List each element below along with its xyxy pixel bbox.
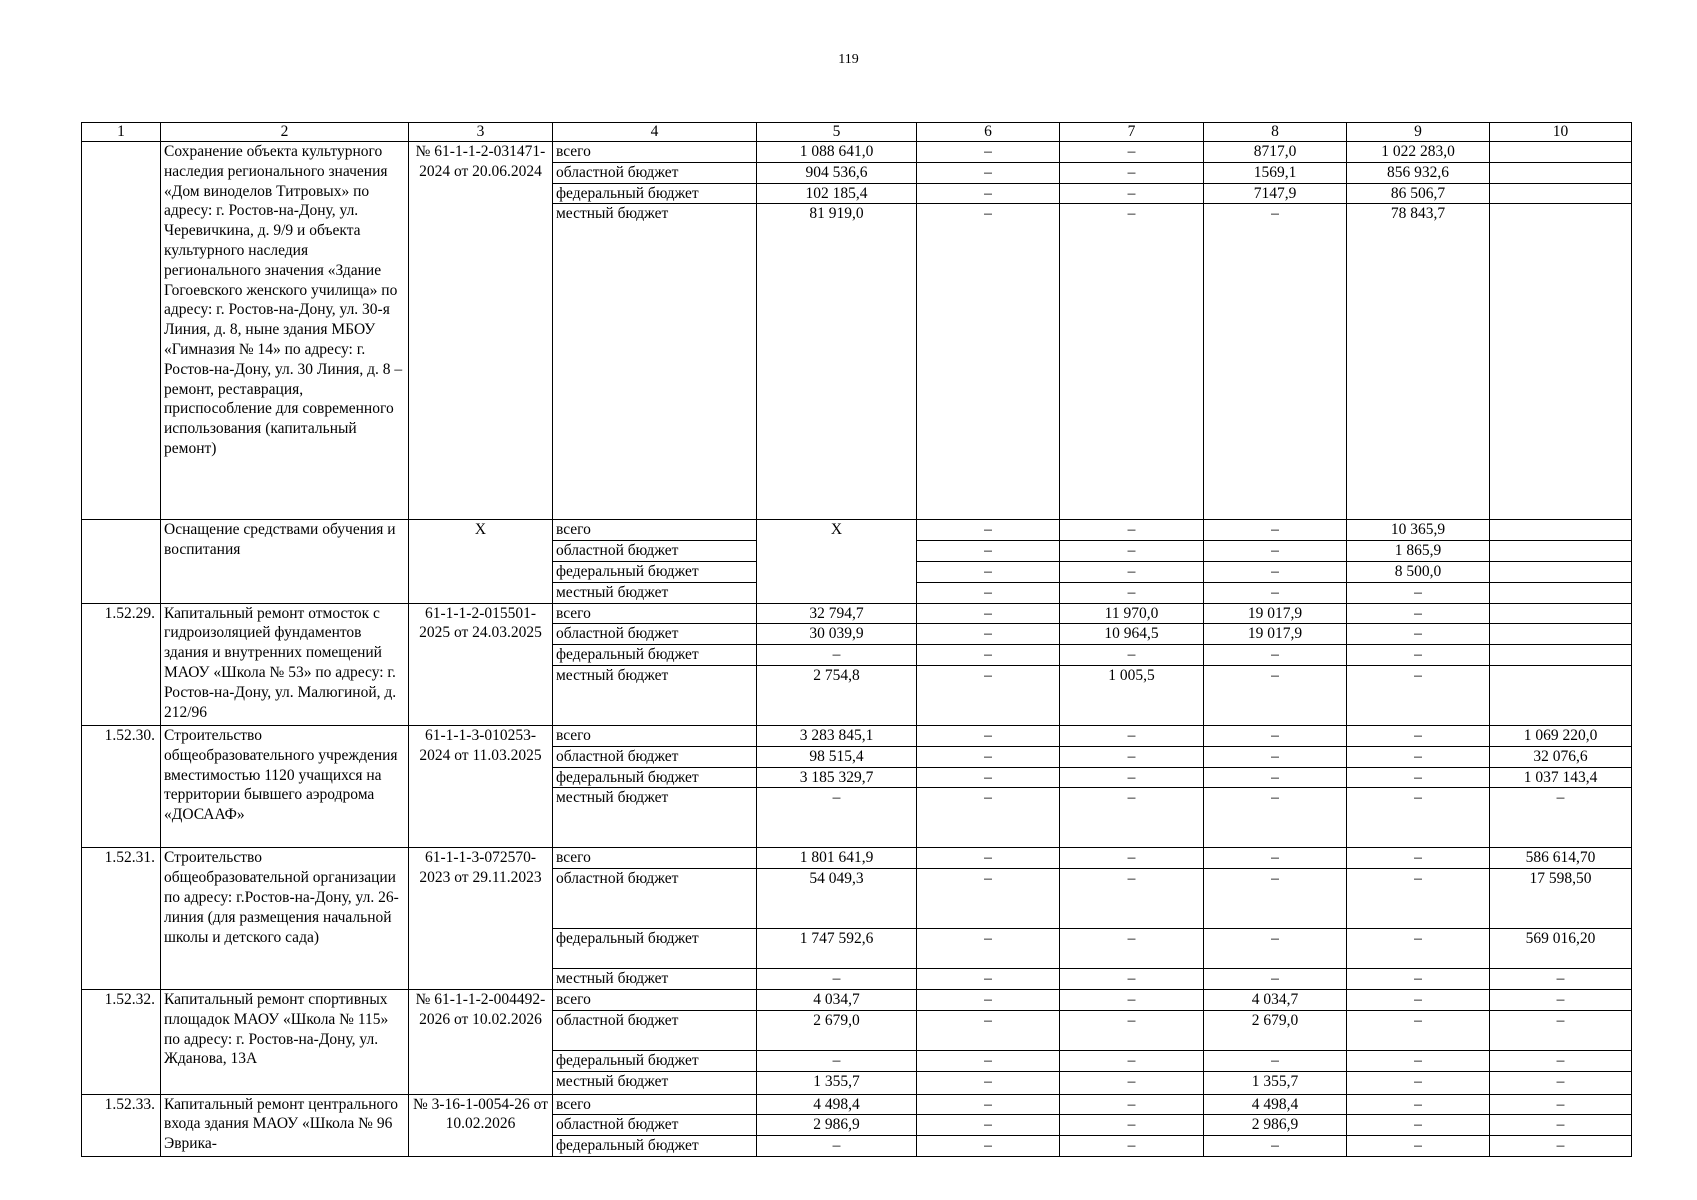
object-name: Оснащение средствами обучения и воспитания (161, 520, 409, 603)
value-cell: – (1060, 788, 1204, 848)
value-cell: 78 843,7 (1347, 204, 1490, 520)
value-cell: 17 598,50 (1490, 869, 1632, 929)
value-cell: 2 986,9 (1204, 1115, 1347, 1136)
value-cell: – (1204, 746, 1347, 767)
value-cell: – (1060, 645, 1204, 666)
value-cell: – (1490, 1115, 1632, 1136)
value-cell: – (1204, 929, 1347, 969)
header-cell: 6 (917, 123, 1060, 142)
value-cell (1490, 142, 1632, 163)
value-cell: 856 932,6 (1347, 162, 1490, 183)
value-cell: – (1060, 142, 1204, 163)
table-row (82, 1094, 1632, 1115)
value-cell: – (917, 1136, 1060, 1157)
value-cell: – (1204, 725, 1347, 746)
value-cell: – (1347, 1010, 1490, 1050)
value-cell: 7147,9 (1204, 183, 1347, 204)
value-cell: – (1204, 848, 1347, 869)
funding-type: федеральный бюджет (553, 929, 757, 969)
value-cell: – (1490, 1094, 1632, 1115)
value-cell: – (1490, 1010, 1632, 1050)
value-cell: – (1347, 603, 1490, 624)
value-cell: 102 185,4 (757, 183, 917, 204)
funding-type: областной бюджет (553, 1115, 757, 1136)
value-cell: – (1060, 929, 1204, 969)
value-cell: – (1060, 848, 1204, 869)
value-cell: 32 794,7 (757, 603, 917, 624)
value-cell (1490, 183, 1632, 204)
value-cell: – (1060, 1115, 1204, 1136)
value-cell: 1 088 641,0 (757, 142, 917, 163)
value-cell: – (1060, 1094, 1204, 1115)
value-cell: – (1060, 541, 1204, 562)
value-cell: – (917, 541, 1060, 562)
value-cell: – (1204, 520, 1347, 541)
value-cell: – (917, 1094, 1060, 1115)
header-cell: 5 (757, 123, 917, 142)
value-cell: 98 515,4 (757, 746, 917, 767)
funding-type: всего (553, 725, 757, 746)
value-cell: – (1347, 1115, 1490, 1136)
value-cell: – (1347, 989, 1490, 1010)
value-cell: – (1204, 869, 1347, 929)
value-cell: 904 536,6 (757, 162, 917, 183)
value-cell: – (1347, 788, 1490, 848)
value-cell: – (1060, 746, 1204, 767)
row-number (82, 520, 161, 603)
value-cell: – (1060, 582, 1204, 603)
value-cell: – (917, 603, 1060, 624)
value-cell: – (917, 969, 1060, 990)
row-number: 1.52.33. (82, 1094, 161, 1156)
header-row (82, 123, 1632, 142)
funding-type: всего (553, 603, 757, 624)
value-cell (1490, 520, 1632, 541)
row-number: 1.52.31. (82, 848, 161, 990)
value-cell: – (757, 645, 917, 666)
object-name: Строительство общеобразовательной организации по адресу: г.Ростов-на-Дону, ул. 26-линия (для размещения начальной школы и детского сада) (161, 848, 409, 990)
value-cell: – (757, 1050, 917, 1071)
funding-type: областной бюджет (553, 162, 757, 183)
value-cell: – (1204, 561, 1347, 582)
value-cell: – (917, 645, 1060, 666)
row-number: 1.52.29. (82, 603, 161, 725)
value-cell: – (1347, 725, 1490, 746)
value-cell: – (917, 1115, 1060, 1136)
funding-type: областной бюджет (553, 541, 757, 562)
value-cell: – (917, 665, 1060, 725)
value-cell: – (1204, 788, 1347, 848)
value-cell: – (1347, 869, 1490, 929)
document-number: Х (409, 520, 553, 603)
value-cell: – (1060, 204, 1204, 520)
row-number: 1.52.32. (82, 989, 161, 1094)
value-cell: – (917, 520, 1060, 541)
value-cell: – (1060, 969, 1204, 990)
value-cell: – (1347, 767, 1490, 788)
value-cell: – (917, 624, 1060, 645)
value-cell: 2 754,8 (757, 665, 917, 725)
header-cell: 10 (1490, 123, 1632, 142)
value-cell: – (1060, 725, 1204, 746)
value-cell: – (917, 929, 1060, 969)
value-cell: – (917, 1071, 1060, 1094)
value-cell: – (1204, 204, 1347, 520)
value-cell (1490, 645, 1632, 666)
value-cell: 1 747 592,6 (757, 929, 917, 969)
funding-type: всего (553, 848, 757, 869)
value-cell: 3 283 845,1 (757, 725, 917, 746)
funding-type: федеральный бюджет (553, 767, 757, 788)
value-cell: 586 614,70 (1490, 848, 1632, 869)
value-cell: – (1204, 541, 1347, 562)
value-cell: 2 679,0 (1204, 1010, 1347, 1050)
value-cell: – (1347, 1071, 1490, 1094)
funding-type: федеральный бюджет (553, 561, 757, 582)
value-cell: – (1060, 162, 1204, 183)
value-cell: 1 355,7 (1204, 1071, 1347, 1094)
budget-table-body (82, 123, 1632, 1157)
value-cell: 4 498,4 (757, 1094, 917, 1115)
funding-type: местный бюджет (553, 1071, 757, 1094)
page-number: 119 (838, 52, 859, 67)
funding-type: местный бюджет (553, 665, 757, 725)
document-number: 61-1-1-3-010253-2024 от 11.03.2025 (409, 725, 553, 847)
value-cell: – (917, 582, 1060, 603)
value-cell: – (1347, 848, 1490, 869)
funding-type: всего (553, 142, 757, 163)
value-cell: 4 498,4 (1204, 1094, 1347, 1115)
header-cell: 2 (161, 123, 409, 142)
value-cell: 86 506,7 (1347, 183, 1490, 204)
funding-type: местный бюджет (553, 788, 757, 848)
table-row (82, 989, 1632, 1010)
value-cell: 8717,0 (1204, 142, 1347, 163)
object-name: Капитальный ремонт центрального входа здания МАОУ «Школа № 96 Эврика- (161, 1094, 409, 1156)
table-row (82, 848, 1632, 869)
funding-type: областной бюджет (553, 624, 757, 645)
value-cell (1490, 582, 1632, 603)
value-cell: – (1347, 929, 1490, 969)
object-name: Капитальный ремонт отмосток с гидроизоляцией фундаментов здания и внутренних помещений МАОУ «Школа № 53» по адресу: г. Ростов-на-Дону, ул. Малюгиной, д. 212/96 (161, 603, 409, 725)
value-cell: – (917, 162, 1060, 183)
value-cell: 1569,1 (1204, 162, 1347, 183)
document-number: 61-1-1-2-015501-2025 от 24.03.2025 (409, 603, 553, 725)
value-cell: – (1347, 624, 1490, 645)
value-cell: – (1490, 1071, 1632, 1094)
row-number: 1.52.30. (82, 725, 161, 847)
value-cell: – (917, 869, 1060, 929)
value-cell: 81 919,0 (757, 204, 917, 520)
value-cell: – (1060, 520, 1204, 541)
value-cell: – (1060, 561, 1204, 582)
value-cell: – (1204, 969, 1347, 990)
value-cell: – (1347, 1050, 1490, 1071)
value-cell: – (1347, 1094, 1490, 1115)
document-number: № 3-16-1-0054-26 от 10.02.2026 (409, 1094, 553, 1156)
value-cell: – (757, 788, 917, 848)
value-cell: – (1204, 1050, 1347, 1071)
table-row (82, 142, 1632, 163)
value-cell: – (1347, 1136, 1490, 1157)
value-cell: 1 355,7 (757, 1071, 917, 1094)
value-cell: 1 022 283,0 (1347, 142, 1490, 163)
value-cell: 4 034,7 (757, 989, 917, 1010)
value-cell: 2 986,9 (757, 1115, 917, 1136)
funding-type: всего (553, 1094, 757, 1115)
value-cell: – (1347, 746, 1490, 767)
funding-type: местный бюджет (553, 582, 757, 603)
value-cell: – (917, 183, 1060, 204)
funding-type: областной бюджет (553, 869, 757, 929)
funding-type: федеральный бюджет (553, 183, 757, 204)
value-cell: – (917, 848, 1060, 869)
value-cell: 1 069 220,0 (1490, 725, 1632, 746)
object-name: Сохранение объекта культурного наследия регионального значения «Дом виноделов Титровых» по адресу: г. Ростов-на-Дону, ул. Черевичкина, д. 9/9 и объекта культурного наследия регионального значения «Здание Гогоевского женского училища» по адресу: г. Ростов-на-Дону, ул. 30-я Линия, д. 8, ныне здания МБОУ «Гимназия № 14» по адресу: г. Ростов-на-Дону, ул. 30 Линия, д. 8 – ремонт, реставрация, приспособление для современного использования (капитальный ремонт) (161, 142, 409, 520)
value-cell: – (1490, 1136, 1632, 1157)
value-cell: – (1060, 869, 1204, 929)
value-cell: – (917, 1010, 1060, 1050)
header-cell: 9 (1347, 123, 1490, 142)
value-cell: – (757, 1136, 917, 1157)
header-cell: 3 (409, 123, 553, 142)
header-cell: 8 (1204, 123, 1347, 142)
object-name: Капитальный ремонт спортивных площадок МАОУ «Школа № 115» по адресу: г. Ростов-на-Дону, ул. Жданова, 13А (161, 989, 409, 1094)
value-cell: – (917, 725, 1060, 746)
value-cell: 10 365,9 (1347, 520, 1490, 541)
header-cell: 7 (1060, 123, 1204, 142)
value-cell: – (1204, 767, 1347, 788)
value-cell: – (917, 142, 1060, 163)
value-cell: – (917, 204, 1060, 520)
value-cell: – (1060, 1071, 1204, 1094)
value-cell (1490, 603, 1632, 624)
value-cell: – (1204, 1136, 1347, 1157)
value-cell: – (917, 1050, 1060, 1071)
value-cell: – (1060, 1010, 1204, 1050)
value-cell: 11 970,0 (1060, 603, 1204, 624)
object-name: Строительство общеобразовательного учреждения вместимостью 1120 учащихся на территории бывшего аэродрома «ДОСААФ» (161, 725, 409, 847)
value-cell: 19 017,9 (1204, 603, 1347, 624)
value-cell: – (1490, 1050, 1632, 1071)
document-number: № 61-1-1-2-004492-2026 от 10.02.2026 (409, 989, 553, 1094)
document-number: 61-1-1-3-072570-2023 от 29.11.2023 (409, 848, 553, 990)
value-cell: – (1204, 582, 1347, 603)
value-cell: 1 005,5 (1060, 665, 1204, 725)
value-cell: – (917, 746, 1060, 767)
funding-type: всего (553, 520, 757, 541)
budget-table (81, 122, 1632, 1157)
value-cell: 3 185 329,7 (757, 767, 917, 788)
value-cell (1490, 541, 1632, 562)
table-row (82, 603, 1632, 624)
value-cell: – (1060, 1050, 1204, 1071)
funding-type: местный бюджет (553, 204, 757, 520)
value-cell: 54 049,3 (757, 869, 917, 929)
value-cell (1490, 204, 1632, 520)
table-row (82, 520, 1632, 541)
value-cell: – (1347, 645, 1490, 666)
value-cell: – (1060, 989, 1204, 1010)
header-cell: 4 (553, 123, 757, 142)
row-number (82, 142, 161, 520)
value-cell: 2 679,0 (757, 1010, 917, 1050)
value-cell (1490, 665, 1632, 725)
funding-type: федеральный бюджет (553, 1050, 757, 1071)
funding-type: областной бюджет (553, 1010, 757, 1050)
value-cell (1490, 162, 1632, 183)
funding-type: областной бюджет (553, 746, 757, 767)
value-cell: – (1490, 788, 1632, 848)
value-cell: 19 017,9 (1204, 624, 1347, 645)
value-cell: – (1490, 969, 1632, 990)
value-cell (1490, 624, 1632, 645)
value-cell: – (917, 989, 1060, 1010)
value-cell: 8 500,0 (1347, 561, 1490, 582)
value-cell: – (1347, 665, 1490, 725)
value-cell: – (1204, 645, 1347, 666)
value-cell: – (1490, 989, 1632, 1010)
value-cell: 4 034,7 (1204, 989, 1347, 1010)
value-cell: – (917, 788, 1060, 848)
table-row (82, 725, 1632, 746)
value-cell: 1 865,9 (1347, 541, 1490, 562)
value-cell: 30 039,9 (757, 624, 917, 645)
value-cell (1490, 561, 1632, 582)
value-cell: – (917, 767, 1060, 788)
funding-type: всего (553, 989, 757, 1010)
funding-type: федеральный бюджет (553, 1136, 757, 1157)
value-cell: 1 037 143,4 (1490, 767, 1632, 788)
value-cell: 569 016,20 (1490, 929, 1632, 969)
value-cell: – (1347, 969, 1490, 990)
value-cell: – (1204, 665, 1347, 725)
value-cell: – (1347, 582, 1490, 603)
value-cell: 10 964,5 (1060, 624, 1204, 645)
funding-type: местный бюджет (553, 969, 757, 990)
value-cell: – (917, 561, 1060, 582)
value-cell: – (1060, 1136, 1204, 1157)
value-cell: – (1060, 767, 1204, 788)
value-cell: 1 801 641,9 (757, 848, 917, 869)
not-applicable-mark: Х (757, 520, 917, 603)
value-cell: – (757, 969, 917, 990)
document-number: № 61-1-1-2-031471-2024 от 20.06.2024 (409, 142, 553, 520)
header-cell: 1 (82, 123, 161, 142)
value-cell: – (1060, 183, 1204, 204)
funding-type: федеральный бюджет (553, 645, 757, 666)
value-cell: 32 076,6 (1490, 746, 1632, 767)
